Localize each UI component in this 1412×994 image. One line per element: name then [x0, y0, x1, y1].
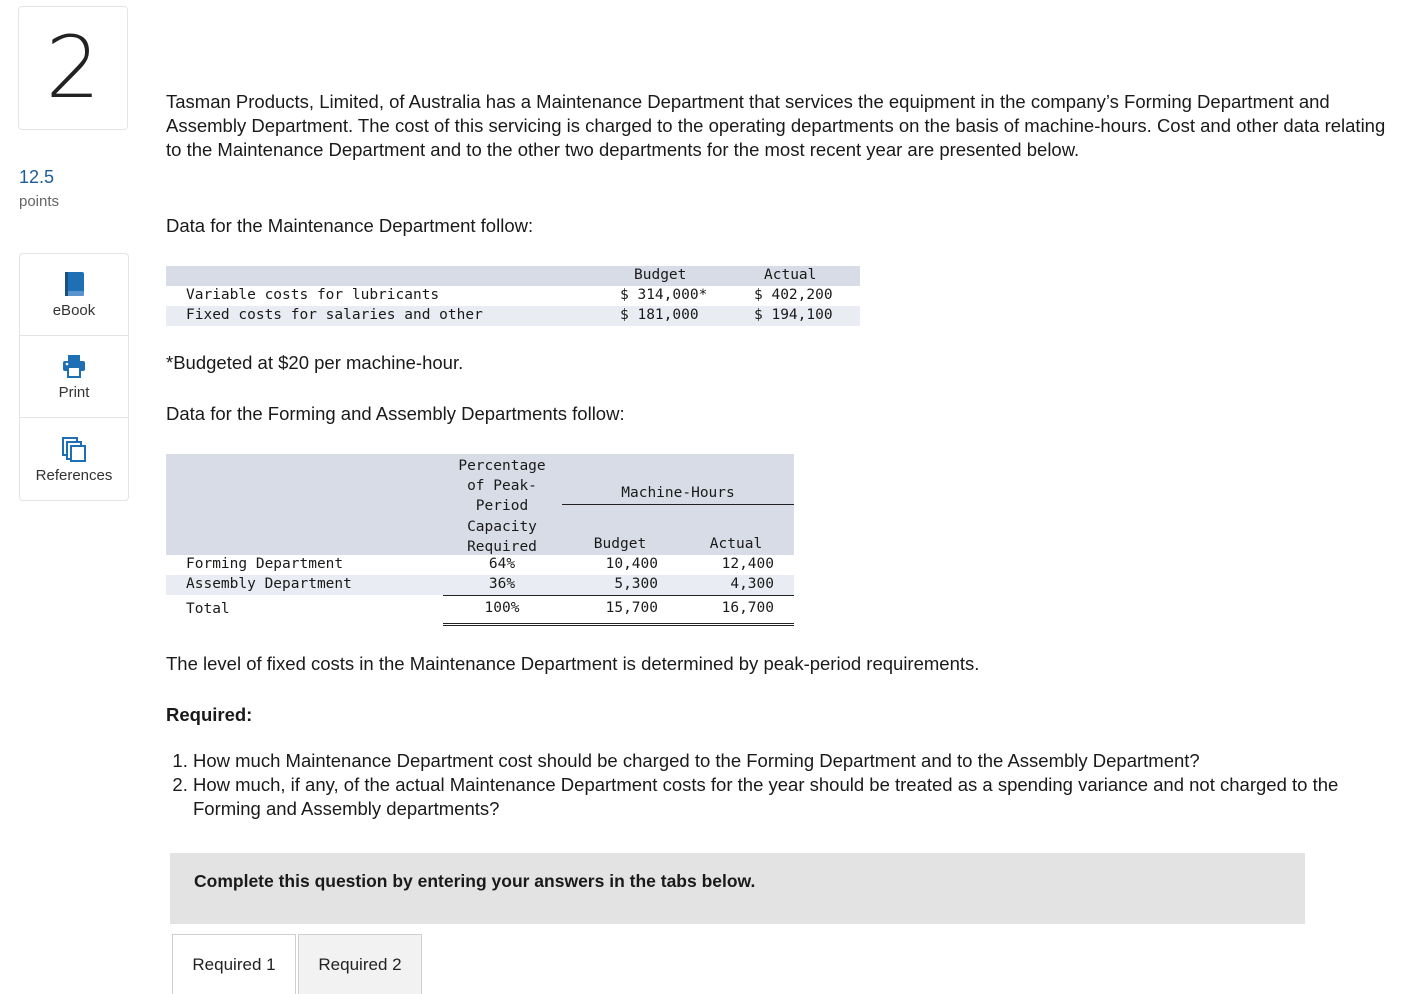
actual-cell: $ 402,200: [754, 287, 833, 303]
question-number: 2: [45, 18, 101, 118]
row-label: Fixed costs for salaries and other: [186, 307, 483, 323]
table-row: [166, 555, 794, 575]
references-label: References: [35, 466, 113, 484]
tab-required-2[interactable]: [298, 934, 422, 994]
question-number-box: [18, 6, 128, 130]
printer-icon: [60, 352, 88, 380]
double-underline: [443, 623, 794, 626]
tools-panel: [19, 253, 129, 501]
total-actual: 16,700: [721, 600, 774, 616]
budget-cell: $ 181,000: [620, 307, 699, 323]
list-item: 1. How much Maintenance Department cost should be charged to the Forming Department and to the Assembly Department?: [193, 749, 1370, 773]
actual-header: Actual: [709, 536, 763, 552]
print-label: Print: [58, 384, 90, 401]
total-pct: 100%: [484, 600, 520, 616]
table-header-row: [166, 266, 860, 286]
tab-label: Required 2: [318, 954, 402, 974]
actual-cell: 12,400: [721, 556, 774, 572]
points-label: points: [19, 193, 60, 210]
pct-cell: 36%: [488, 576, 516, 592]
header-rule: [562, 504, 794, 505]
required-label: Required:: [166, 704, 253, 725]
table-header: [166, 454, 794, 555]
footnote: *Budgeted at $20 per machine-hour.: [166, 352, 464, 373]
actual-header: Actual: [764, 267, 817, 283]
table-row: [166, 575, 794, 595]
instruction-text: Complete this question by entering your answers in the tabs below.: [194, 871, 756, 891]
fixed-costs-note: The level of fixed costs in the Maintenance Department is determined by peak-period requirements.: [166, 653, 980, 674]
ebook-label: eBook: [52, 302, 96, 319]
table-row: [166, 286, 860, 306]
list-item: 2. How much, if any, of the actual Maintenance Department costs for the year should be treated as a spending variance and not charged to the Forming and Assembly departments?: [193, 773, 1370, 821]
instruction-banner: [170, 853, 1305, 924]
budget-cell: $ 314,000*: [620, 287, 708, 303]
budget-header: Budget: [634, 267, 687, 283]
references-button[interactable]: [20, 418, 128, 500]
requirements-list: [170, 749, 1370, 821]
book-icon: [60, 270, 88, 298]
tab-required-1[interactable]: [172, 934, 296, 994]
question-body: [166, 90, 1396, 162]
row-label: Assembly Department: [186, 576, 352, 592]
actual-cell: 4,300: [730, 576, 774, 592]
total-label: Total: [186, 601, 230, 617]
print-button[interactable]: [20, 336, 128, 418]
department-table: [166, 454, 794, 626]
budget-cell: 10,400: [605, 556, 658, 572]
total-budget: 15,700: [605, 600, 658, 616]
tab-label: Required 1: [192, 954, 276, 974]
intro-paragraph: Tasman Products, Limited, of Australia has a Maintenance Department that services the equipment in the company’s Forming Department and Assembly Department. The cost of this servicing is charged to the operating departments on the basis of machine-hours. Cost and other data relating to the Maintenance Department and to the other two departments for the most recent year are presented below.: [166, 91, 1386, 160]
actual-cell: $ 194,100: [754, 307, 833, 323]
total-row-content: [166, 595, 794, 626]
dept-heading: Data for the Forming and Assembly Departments follow:: [166, 403, 625, 424]
budget-header: Budget: [593, 536, 647, 552]
maint-heading: Data for the Maintenance Department follow:: [166, 215, 534, 236]
table-row: [166, 306, 860, 326]
budget-cell: 5,300: [614, 576, 658, 592]
points-value: 12.5: [19, 167, 55, 187]
machine-hours-header: Machine-Hours: [621, 485, 735, 501]
row-label: Forming Department: [186, 556, 344, 572]
references-icon: [60, 435, 88, 463]
pct-header: Percentage of Peak- Period Capacity Required: [458, 458, 546, 555]
row-label: Variable costs for lubricants: [186, 287, 440, 303]
maintenance-table: [166, 266, 860, 326]
pct-cell: 64%: [488, 556, 516, 572]
ebook-button[interactable]: [20, 254, 128, 336]
